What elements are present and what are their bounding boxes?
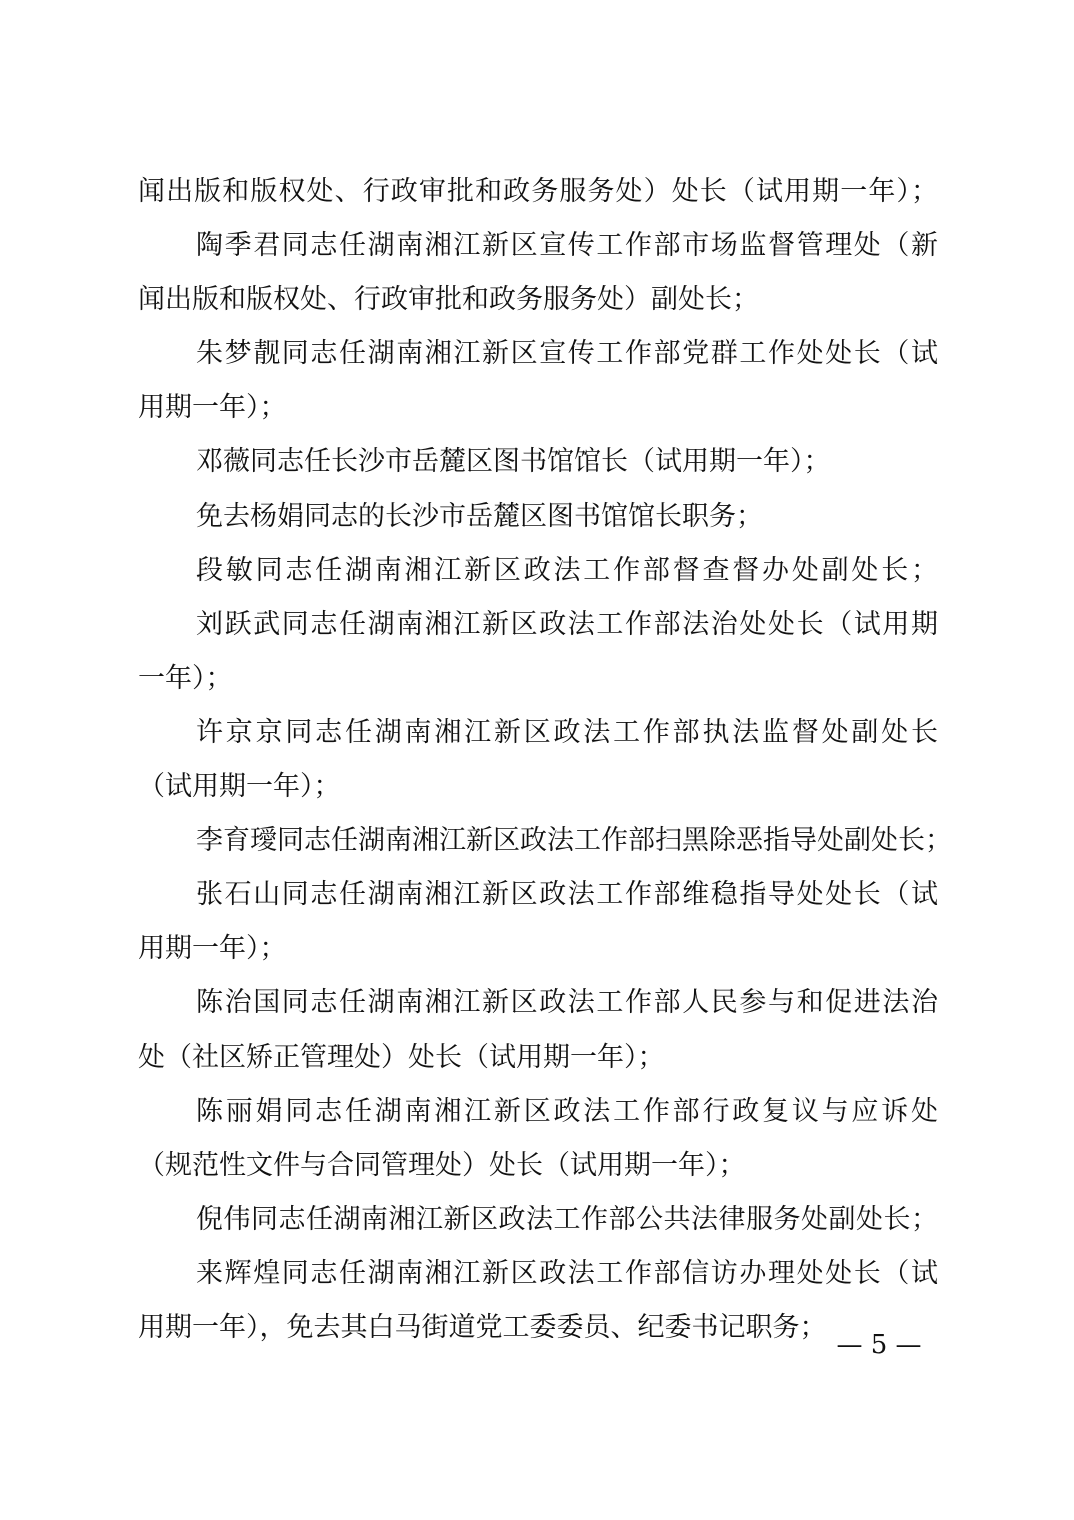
text-line: 闻出版和版权处、行政审批和政务服务处）处长（试用期一年）； xyxy=(138,176,938,207)
text-line: 朱梦靓同志任湖南湘江新区宣传工作部党群工作处处长（试 xyxy=(196,338,938,370)
text-line: 用期一年）； xyxy=(138,933,287,965)
page-number: — 5 — xyxy=(836,1330,922,1360)
document-body xyxy=(138,165,952,1355)
text-line: 陈丽娟同志任湖南湘江新区政法工作部行政复议与应诉处 xyxy=(196,1095,938,1127)
text-line: 李育璦同志任湖南湘江新区政法工作部扫黑除恶指导处副处长； xyxy=(196,825,952,857)
text-line: 用期一年），免去其白马街道党工委委员、纪委书记职务； xyxy=(138,1311,827,1343)
text-line: 张石山同志任湖南湘江新区政法工作部维稳指导处处长（试 xyxy=(196,879,938,911)
text-line: 用期一年）； xyxy=(138,392,287,424)
text-line: 闻出版和版权处、行政审批和政务服务处）副处长； xyxy=(138,284,759,316)
text-line: 倪伟同志任湖南湘江新区政法工作部公共法律服务处副处长； xyxy=(196,1203,938,1235)
text-line: 许京京同志任湖南湘江新区政法工作部执法监督处副处长 xyxy=(196,716,938,748)
text-line: 陈治国同志任湖南湘江新区政法工作部人民参与和促进法治 xyxy=(196,987,938,1019)
text-line: 免去杨娟同志的长沙市岳麓区图书馆馆长职务； xyxy=(196,500,763,532)
text-line: 刘跃武同志任湖南湘江新区政法工作部法治处处长（试用期 xyxy=(196,608,938,640)
text-line: 一年）； xyxy=(138,662,233,694)
text-line: 处（社区矫正管理处）处长（试用期一年）； xyxy=(138,1041,665,1073)
text-line: 段敏同志任湖南湘江新区政法工作部督查督办处副处长； xyxy=(196,554,938,586)
text-line: 邓薇同志任长沙市岳麓区图书馆馆长（试用期一年）； xyxy=(196,446,831,478)
text-line: （试用期一年）； xyxy=(138,771,341,803)
text-line: 陶季君同志任湖南湘江新区宣传工作部市场监督管理处（新 xyxy=(196,230,938,262)
text-line: （规范性文件与合同管理处）处长（试用期一年）； xyxy=(138,1149,746,1181)
text-line: 来辉煌同志任湖南湘江新区政法工作部信访办理处处长（试 xyxy=(196,1257,938,1289)
